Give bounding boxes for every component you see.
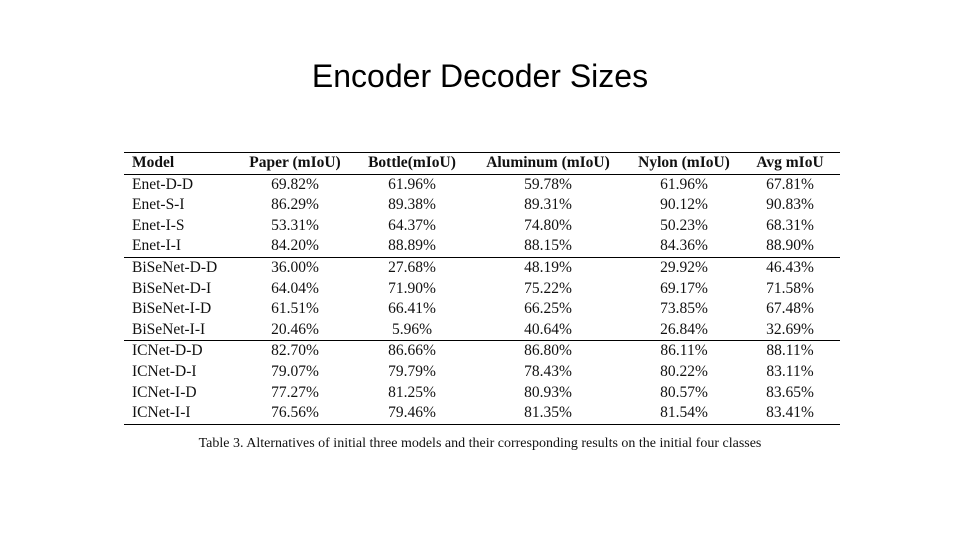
cell-avg: 83.41%: [740, 403, 840, 424]
header-avg: Avg mIoU: [740, 153, 840, 175]
cell-bottle: 64.37%: [388, 216, 436, 234]
slide-title: Encoder Decoder Sizes: [311, 58, 649, 94]
cell-nylon: 69.17%: [660, 279, 708, 297]
cell-paper: 61.51%: [271, 300, 319, 318]
cell-model: BiSeNet-I-I: [132, 320, 206, 338]
cell-avg: 83.65%: [766, 383, 814, 401]
cell-bottle: 89.38%: [388, 196, 436, 214]
cell-model: ICNet-I-D: [132, 383, 197, 401]
cell-model: ICNet-D-D: [124, 341, 234, 362]
cell-model: Enet-S-I: [132, 196, 185, 214]
cell-aluminum: 66.25%: [524, 300, 572, 318]
cell-model: ICNet-D-I: [132, 362, 197, 380]
table-row: [124, 236, 840, 257]
cell-avg: 46.43%: [740, 257, 840, 278]
cell-nylon: 90.12%: [660, 196, 708, 214]
cell-bottle: 81.25%: [388, 383, 436, 401]
cell-paper: 82.70%: [234, 341, 356, 362]
cell-model: Enet-I-I: [132, 237, 182, 255]
cell-avg: 32.69%: [766, 320, 814, 338]
cell-aluminum: 74.80%: [524, 216, 572, 234]
table-row: [124, 383, 840, 404]
header-paper: Paper (mIoU): [234, 153, 356, 175]
header-aluminum: Aluminum (mIoU): [468, 153, 628, 175]
cell-paper: 36.00%: [234, 257, 356, 278]
cell-paper: 69.82%: [271, 175, 319, 193]
cell-model: BiSeNet-D-D: [124, 257, 234, 278]
cell-nylon: 73.85%: [660, 300, 708, 318]
cell-model: Enet-I-S: [132, 216, 185, 234]
header-model: Model: [124, 153, 234, 175]
cell-avg: 88.11%: [740, 341, 840, 362]
cell-bottle: 27.68%: [356, 257, 468, 278]
table-body: [124, 174, 840, 424]
cell-avg: 71.58%: [766, 279, 814, 297]
cell-nylon: 81.54%: [628, 403, 740, 424]
results-table-container: [124, 152, 840, 425]
cell-aluminum: 88.15%: [524, 237, 572, 255]
cell-avg: 83.11%: [766, 362, 814, 380]
cell-aluminum: 89.31%: [524, 196, 572, 214]
cell-avg: 90.83%: [766, 196, 814, 214]
cell-nylon: 80.22%: [660, 362, 708, 380]
table-row: [124, 174, 840, 195]
cell-nylon: 84.36%: [660, 237, 708, 255]
cell-aluminum: 78.43%: [524, 362, 572, 380]
table-row: [124, 341, 840, 362]
table-row: [124, 403, 840, 424]
cell-nylon: 50.23%: [660, 216, 708, 234]
cell-bottle: 86.66%: [356, 341, 468, 362]
table-header-row: [124, 153, 840, 175]
cell-bottle: 79.79%: [388, 362, 436, 380]
cell-nylon: 26.84%: [660, 320, 708, 338]
cell-nylon: 29.92%: [628, 257, 740, 278]
table-row: [124, 362, 840, 383]
cell-paper: 77.27%: [271, 383, 319, 401]
cell-paper: 84.20%: [271, 237, 319, 255]
cell-bottle: 79.46%: [356, 403, 468, 424]
cell-paper: 79.07%: [271, 362, 319, 380]
cell-bottle: 88.89%: [388, 237, 436, 255]
cell-aluminum: 81.35%: [468, 403, 628, 424]
cell-paper: 76.56%: [234, 403, 356, 424]
cell-aluminum: 80.93%: [524, 383, 572, 401]
table-row: [124, 257, 840, 278]
cell-bottle: 66.41%: [388, 300, 436, 318]
table-caption: Table 3. Alternatives of initial three models and their corresponding results on the initial four classes: [198, 436, 762, 451]
cell-aluminum: 40.64%: [524, 320, 572, 338]
cell-bottle: 61.96%: [388, 175, 436, 193]
cell-paper: 20.46%: [271, 320, 319, 338]
table-row: [124, 279, 840, 300]
cell-nylon: 61.96%: [660, 175, 708, 193]
cell-aluminum: 59.78%: [524, 175, 572, 193]
header-nylon: Nylon (mIoU): [628, 153, 740, 175]
cell-aluminum: 75.22%: [524, 279, 572, 297]
cell-avg: 68.31%: [766, 216, 814, 234]
cell-nylon: 80.57%: [660, 383, 708, 401]
cell-model: Enet-D-D: [132, 175, 194, 193]
cell-model: ICNet-I-I: [124, 403, 234, 424]
header-bottle: Bottle(mIoU): [356, 153, 468, 175]
cell-bottle: 71.90%: [388, 279, 436, 297]
cell-paper: 64.04%: [271, 279, 319, 297]
table-row: [124, 299, 840, 320]
cell-paper: 86.29%: [271, 196, 319, 214]
cell-model: BiSeNet-I-D: [132, 300, 212, 318]
cell-avg: 67.48%: [766, 300, 814, 318]
cell-aluminum: 48.19%: [468, 257, 628, 278]
cell-paper: 53.31%: [271, 216, 319, 234]
table-row: [124, 216, 840, 237]
cell-aluminum: 86.80%: [468, 341, 628, 362]
cell-avg: 88.90%: [766, 237, 814, 255]
cell-model: BiSeNet-D-I: [132, 279, 212, 297]
cell-nylon: 86.11%: [628, 341, 740, 362]
table-row: [124, 320, 840, 341]
results-table: [124, 152, 840, 425]
table-row: [124, 195, 840, 216]
cell-bottle: 5.96%: [391, 320, 433, 338]
cell-avg: 67.81%: [766, 175, 814, 193]
